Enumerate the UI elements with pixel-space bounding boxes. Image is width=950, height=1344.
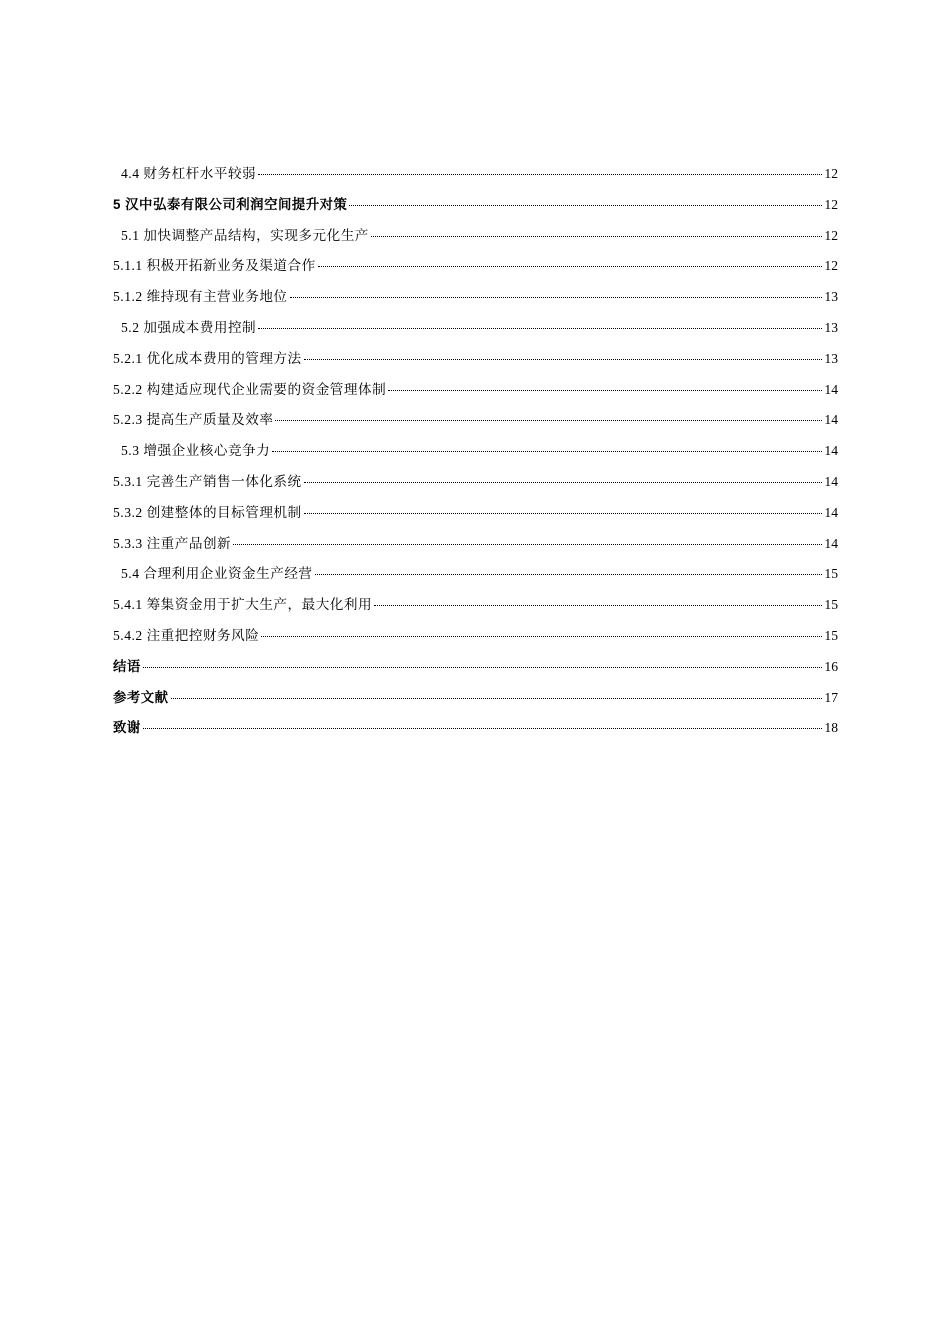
toc-entry-page: 13 [824, 350, 838, 366]
toc-entry-page: 13 [824, 289, 838, 305]
toc-leader-dots [143, 667, 823, 668]
toc-entry-title: 5.3.3 注重产品创新 [113, 535, 232, 551]
toc-entry[interactable] [113, 380, 838, 411]
toc-entry[interactable] [113, 318, 838, 349]
toc-entry-title: 参考文献 [113, 689, 169, 705]
toc-entry-title: 5.1 加快调整产品结构，实现多元化生产 [121, 227, 369, 243]
toc-leader-dots [143, 728, 823, 729]
toc-entry-page: 15 [824, 566, 838, 582]
toc-entry-page: 13 [824, 319, 838, 335]
toc-leader-dots [258, 328, 822, 329]
toc-entry[interactable] [113, 472, 838, 503]
toc-leader-dots [304, 359, 823, 360]
toc-entry-title: 5.3 增强企业核心竞争力 [121, 443, 271, 459]
toc-entry-page: 12 [824, 196, 838, 212]
toc-entry-title: 5 汉中弘泰有限公司利润空间提升对策 [113, 196, 348, 212]
toc-entry[interactable] [113, 441, 838, 472]
toc-entry-title: 5.2.2 构建适应现代企业需要的资金管理体制 [113, 381, 387, 397]
toc-entry-title: 5.4.1 筹集资金用于扩大生产，最大化利用 [113, 597, 373, 613]
toc-entry-page: 14 [824, 443, 838, 459]
toc-entry-title: 4.4 财务杠杆水平较弱 [121, 166, 257, 181]
toc-entry[interactable] [113, 534, 838, 565]
toc-entry-title: 5.1.2 维持现有主营业务地位 [113, 289, 288, 305]
toc-entry[interactable] [113, 195, 838, 226]
toc-entry-page: 14 [824, 381, 838, 397]
toc-leader-dots [272, 451, 822, 452]
toc-leader-dots [371, 236, 823, 237]
toc-entry-title: 5.3.2 创建整体的目标管理机制 [113, 504, 302, 520]
toc-entry-title: 5.2 加强成本费用控制 [121, 319, 257, 335]
toc-entry-page: 12 [824, 227, 838, 243]
toc-entry-page: 18 [824, 720, 838, 736]
toc-entry[interactable] [113, 503, 838, 534]
toc-entry-page: 14 [824, 504, 838, 520]
toc-entry-page: 15 [824, 627, 838, 643]
toc-leader-dots [315, 574, 823, 575]
toc-entry[interactable] [113, 226, 838, 257]
toc-entry-title: 5.3.1 完善生产销售一体化系统 [113, 473, 302, 489]
toc-entry[interactable] [113, 256, 838, 287]
toc-entry-title: 结语 [113, 658, 141, 674]
toc-entry-page: 14 [824, 473, 838, 489]
toc-entry-title: 5.4.2 注重把控财务风险 [113, 627, 260, 643]
toc-leader-dots [261, 636, 822, 637]
toc-leader-dots [374, 605, 822, 606]
toc-entry-page: 14 [824, 412, 838, 428]
toc-entry[interactable] [113, 164, 838, 195]
toc-entry[interactable] [113, 349, 838, 380]
toc-entry-title: 5.1.1 积极开拓新业务及渠道合作 [113, 258, 316, 274]
toc-entry-page: 12 [824, 166, 838, 181]
toc-entry-title: 5.2.1 优化成本费用的管理方法 [113, 350, 302, 366]
toc-leader-dots [233, 544, 822, 545]
toc-entry-page: 15 [824, 597, 838, 613]
toc-entry[interactable] [113, 595, 838, 626]
toc-entry-page: 14 [824, 535, 838, 551]
toc-entry[interactable] [113, 287, 838, 318]
table-of-contents [113, 164, 838, 749]
toc-leader-dots [290, 297, 823, 298]
toc-entry[interactable] [113, 718, 838, 749]
toc-entry[interactable] [113, 626, 838, 657]
toc-leader-dots [258, 174, 822, 175]
toc-entry-title: 5.4 合理利用企业资金生产经营 [121, 566, 313, 582]
toc-entry[interactable] [113, 564, 838, 595]
toc-entry[interactable] [113, 410, 838, 441]
toc-entry-page: 17 [824, 689, 838, 705]
toc-leader-dots [275, 420, 822, 421]
toc-leader-dots [318, 266, 823, 267]
toc-leader-dots [304, 513, 823, 514]
toc-entry-page: 16 [824, 658, 838, 674]
toc-entry-title: 5.2.3 提高生产质量及效率 [113, 412, 274, 428]
toc-leader-dots [304, 482, 823, 483]
toc-entry[interactable] [113, 688, 838, 719]
toc-entry-title: 致谢 [113, 720, 141, 736]
toc-leader-dots [171, 698, 823, 699]
toc-leader-dots [349, 205, 822, 206]
toc-leader-dots [388, 390, 822, 391]
toc-entry-page: 12 [824, 258, 838, 274]
toc-entry[interactable] [113, 657, 838, 688]
